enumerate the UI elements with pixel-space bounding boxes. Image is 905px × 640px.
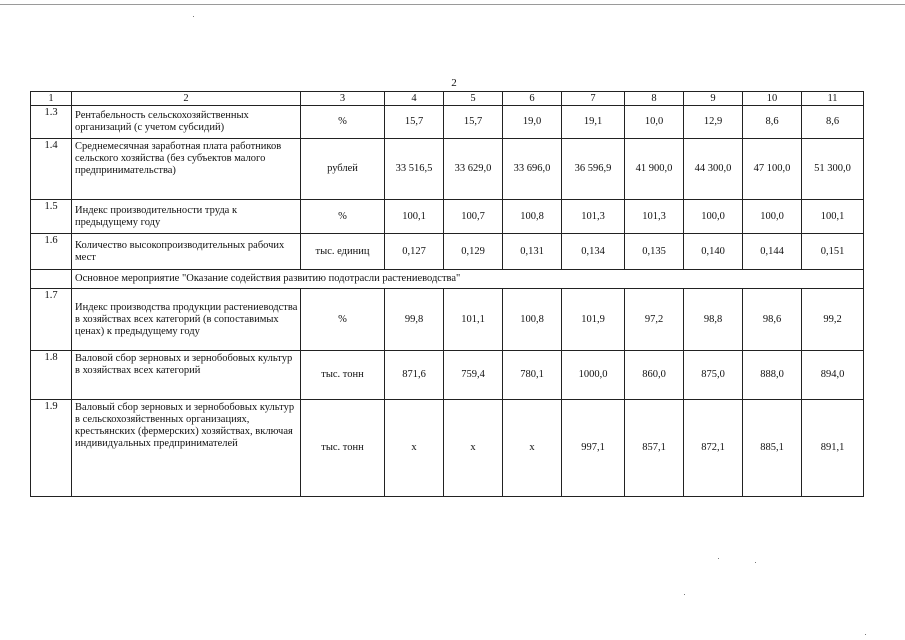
scan-speck — [193, 16, 194, 17]
table-row — [31, 234, 864, 270]
column-number: 4 — [385, 92, 444, 106]
scan-speck — [684, 594, 685, 595]
table-row — [31, 289, 864, 351]
value-cell: 51 300,0 — [802, 139, 864, 200]
table-row — [31, 106, 864, 139]
indicator-name: Валовый сбор зерновых и зернобобовых культур в сельскохозяйственных организациях, крестьянских (фермерских) хозяйствах, включая индивидуальных предпринимателей — [72, 400, 301, 497]
column-number: 9 — [684, 92, 743, 106]
unit-cell: тыс. тонн — [301, 351, 385, 400]
value-cell: 99,8 — [385, 289, 444, 351]
value-cell: 100,8 — [503, 289, 562, 351]
indicator-name: Рентабельность сельскохозяйственных организаций (с учетом субсидий) — [72, 106, 301, 139]
value-cell: 872,1 — [684, 400, 743, 497]
value-cell: 98,8 — [684, 289, 743, 351]
value-cell: 33 696,0 — [503, 139, 562, 200]
value-cell: 8,6 — [802, 106, 864, 139]
row-number: 1.5 — [31, 200, 72, 234]
value-cell: 759,4 — [444, 351, 503, 400]
value-cell: 860,0 — [625, 351, 684, 400]
value-cell: 0,135 — [625, 234, 684, 270]
table-row — [31, 139, 864, 200]
value-cell: 891,1 — [802, 400, 864, 497]
value-cell: 0,144 — [743, 234, 802, 270]
column-number: 10 — [743, 92, 802, 106]
value-cell: 780,1 — [503, 351, 562, 400]
column-number: 5 — [444, 92, 503, 106]
table-row — [31, 400, 864, 497]
unit-cell: % — [301, 200, 385, 234]
row-number: 1.8 — [31, 351, 72, 400]
value-cell: 0,129 — [444, 234, 503, 270]
value-cell: 15,7 — [444, 106, 503, 139]
value-cell: 0,151 — [802, 234, 864, 270]
table-row — [31, 200, 864, 234]
value-cell: 101,9 — [562, 289, 625, 351]
value-cell: 100,1 — [385, 200, 444, 234]
value-cell: 41 900,0 — [625, 139, 684, 200]
value-cell: 857,1 — [625, 400, 684, 497]
value-cell: 8,6 — [743, 106, 802, 139]
value-cell: 101,3 — [625, 200, 684, 234]
column-number: 2 — [72, 92, 301, 106]
indicator-name: Среднемесячная заработная плата работников сельского хозяйства (без субъектов малого предпринимательства) — [72, 139, 301, 200]
value-cell: 12,9 — [684, 106, 743, 139]
value-cell: 100,0 — [743, 200, 802, 234]
row-number: 1.9 — [31, 400, 72, 497]
value-cell: 19,0 — [503, 106, 562, 139]
column-number: 3 — [301, 92, 385, 106]
value-cell: 36 596,9 — [562, 139, 625, 200]
indicators-table — [30, 91, 864, 497]
indicator-name: Индекс производительности труда к предыдущему году — [72, 200, 301, 234]
row-number: 1.4 — [31, 139, 72, 200]
value-cell: 871,6 — [385, 351, 444, 400]
unit-cell: рублей — [301, 139, 385, 200]
value-cell: 33 629,0 — [444, 139, 503, 200]
value-cell: 0,131 — [503, 234, 562, 270]
value-cell: 888,0 — [743, 351, 802, 400]
section-title: Основное мероприятие "Оказание содействия развитию подотрасли растениеводства" — [72, 270, 864, 289]
scan-speck — [865, 634, 866, 635]
value-cell: 997,1 — [562, 400, 625, 497]
value-cell: 47 100,0 — [743, 139, 802, 200]
column-number: 11 — [802, 92, 864, 106]
row-number: 1.3 — [31, 106, 72, 139]
value-cell: x — [444, 400, 503, 497]
value-cell: 100,0 — [684, 200, 743, 234]
scan-speck — [718, 558, 719, 559]
value-cell: 0,134 — [562, 234, 625, 270]
unit-cell: тыс. единиц — [301, 234, 385, 270]
value-cell: 885,1 — [743, 400, 802, 497]
value-cell: 101,3 — [562, 200, 625, 234]
column-number: 7 — [562, 92, 625, 106]
value-cell: 97,2 — [625, 289, 684, 351]
section-row — [31, 270, 864, 289]
row-number: 1.6 — [31, 234, 72, 270]
value-cell: 1000,0 — [562, 351, 625, 400]
row-number: 1.7 — [31, 289, 72, 351]
indicator-name: Индекс производства продукции растениеводства в хозяйствах всех категорий (в сопоставимых ценах) к предыдущему году — [72, 289, 301, 351]
table-row — [31, 351, 864, 400]
value-cell: x — [385, 400, 444, 497]
unit-cell: % — [301, 106, 385, 139]
column-number: 8 — [625, 92, 684, 106]
value-cell: 100,1 — [802, 200, 864, 234]
value-cell: 10,0 — [625, 106, 684, 139]
value-cell: 101,1 — [444, 289, 503, 351]
section-spacer — [31, 270, 72, 289]
value-cell: x — [503, 400, 562, 497]
value-cell: 875,0 — [684, 351, 743, 400]
value-cell: 15,7 — [385, 106, 444, 139]
column-number-row — [31, 92, 864, 106]
page-number: 2 — [451, 77, 457, 89]
column-number: 6 — [503, 92, 562, 106]
value-cell: 98,6 — [743, 289, 802, 351]
unit-cell: тыс. тонн — [301, 400, 385, 497]
unit-cell: % — [301, 289, 385, 351]
value-cell: 19,1 — [562, 106, 625, 139]
value-cell: 44 300,0 — [684, 139, 743, 200]
value-cell: 33 516,5 — [385, 139, 444, 200]
value-cell: 894,0 — [802, 351, 864, 400]
value-cell: 0,140 — [684, 234, 743, 270]
indicator-name: Количество высокопроизводительных рабочих мест — [72, 234, 301, 270]
column-number: 1 — [31, 92, 72, 106]
value-cell: 100,7 — [444, 200, 503, 234]
value-cell: 100,8 — [503, 200, 562, 234]
top-rule — [0, 4, 905, 5]
indicator-name: Валовой сбор зерновых и зернобобовых культур в хозяйствах всех категорий — [72, 351, 301, 400]
value-cell: 99,2 — [802, 289, 864, 351]
value-cell: 0,127 — [385, 234, 444, 270]
scan-speck — [755, 562, 756, 563]
